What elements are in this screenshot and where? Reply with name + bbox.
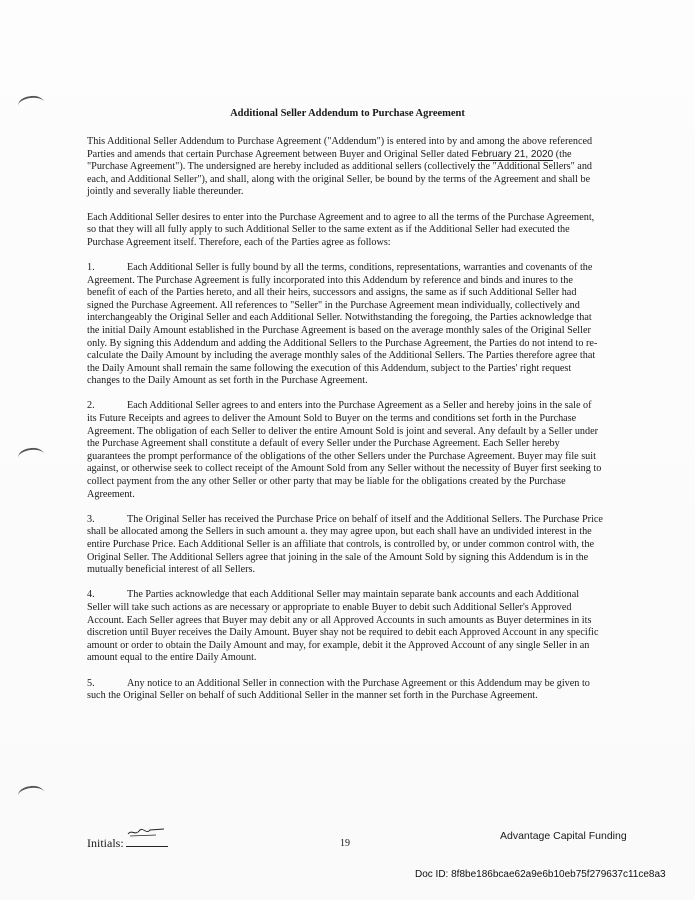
document-title: Additional Seller Addendum to Purchase Agreement [230, 108, 465, 119]
initials-field [87, 836, 168, 851]
section-text: The Parties acknowledge that each Additional Seller may maintain separate bank accounts and each Additional Seller will take such actions as are necessary or appropriate to enable Buyer to debit such Additional Seller's Approved Account. Each Seller agrees that Buyer may debit any or all Approved Accounts in such amounts as Buyer determines in its discretion until Buyer receives the Daily Amount. Buyer shay not be required to debit each Approved Account in any specific amount or order to obtain the Daily Amount and may, for example, debit it the Approved Account of any single Seller in an amount equal to the entire Daily Amount. [87, 589, 599, 664]
punch-hole-mark [17, 784, 45, 803]
desire-paragraph: Each Additional Seller desires to enter into the Purchase Agreement and to agree to all the terms of the Purchase Agreement, so that they will all fully apply to such Additional Seller to the same extent as if the Additional Seller had executed the Purchase Agreement itself. Therefore, each of the Parties agree as follows: [87, 211, 595, 248]
initials-label: Initials: [87, 836, 124, 850]
company-name: Advantage Capital Funding [500, 830, 627, 842]
intro-paragraph [87, 136, 603, 199]
intro-text-before-date: This Additional Seller Addendum to Purchase Agreement ("Addendum") is entered into by and among the above referenced Parties and amends that certain Purchase Agreement between Buyer and Original Seller dated [87, 136, 593, 160]
document-body [87, 136, 603, 715]
agreement-date-field: February 21, 2020 [471, 148, 554, 160]
section-paragraph [87, 514, 603, 577]
section-text: The Original Seller has received the Purchase Price on behalf of itself and the Additional Sellers. The Purchase Price shall be allocated among the Sellers in such amount a. they may agree upon, but each shall have an undivided interest in the entire Purchase Price. Each Additional Seller is an affiliate that controls, is controlled by, or under common control with, the Original Seller. The Additional Sellers agree that joining in the sale of the Amount Sold by signing this Addendum is in the mutually beneficial interest of all Sellers. [87, 513, 603, 576]
section-paragraph [87, 400, 603, 501]
section-paragraph [87, 678, 603, 703]
section-number: 5. [87, 677, 95, 689]
page-footer [0, 826, 695, 856]
initials-signature-mark [126, 826, 166, 838]
section-paragraph [87, 262, 603, 388]
intro-text-after-date: (the "Purchase Agreement"). The undersigned are hereby included as additional sellers (collectively the "Additional Sellers" and each, and Additional Seller"), and shall, along with the original Seller, be bound by the terms of the Agreement and shall be jointly and severally liable thereunder. [87, 148, 593, 198]
section-number: 4. [87, 589, 95, 601]
section-text: Each Additional Seller agrees to and enters into the Purchase Agreement as a Seller and hereby joins in the sale of its Future Receipts and agrees to deliver the Amount Sold to Buyer on the terms and conditions set forth in the Purchase Agreement. The obligation of each Seller to deliver the entire Amount Sold is joint and several. Any default by a Seller under the Purchase Agreement shall constitute a default of every Seller under the Purchase Agreement. Each Seller hereby guarantees the prompt performance of the obligations of the other Sellers under the Purchase Agreement. Buyer may file suit against, or otherwise seek to collect receipt of the Amount Sold from any Seller without the necessity of Buyer first seeking to collect payment from the any other Seller or other party that may be liable for the obligations created by the Purchase Agreement. [87, 400, 602, 500]
section-text: Any notice to an Additional Seller in connection with the Purchase Agreement or this Addendum may be given to such the Original Seller on behalf of such Additional Seller in the manner set forth in the Purchase Agreement. [87, 677, 590, 702]
document-id: Doc ID: 8f8be186bcae62a9e6b10eb75f279637c11ce8a3 [415, 869, 666, 880]
punch-hole-mark [17, 446, 45, 465]
section-text: Each Additional Seller is fully bound by all the terms, conditions, representations, warranties and covenants of the Agreement. The Purchase Agreement is fully incorporated into this Addendum by reference and binds and inures to the benefit of each of the Parties hereto, and all their heirs, successors and assigns, the same as if such Additional Seller had signed the Purchase Agreement. All references to "Seller" in the Purchase Agreement mean individually, collectively and interchangeably the Original Seller and each Additional Seller. Notwithstanding the foregoing, the Parties acknowledge that the initial Daily Amount established in the Purchase Agreement is based on the average monthly sales of the Original Seller only. By signing this Addendum and adding the Additional Sellers to the Purchase Agreement, the Parties do not intend to re-calculate the Daily Amount by including the average monthly sales of the Additional Sellers. The Parties therefore agree that the Daily Amount shall remain the same following the execution of this Addendum, subject to the Parties' right request changes to the Daily Amount as set forth in the Purchase Agreement. [87, 261, 598, 387]
section-number: 2. [87, 400, 95, 412]
page-number: 19 [340, 838, 350, 849]
section-number: 3. [87, 513, 95, 525]
section-number: 1. [87, 261, 95, 273]
section-paragraph [87, 589, 603, 665]
